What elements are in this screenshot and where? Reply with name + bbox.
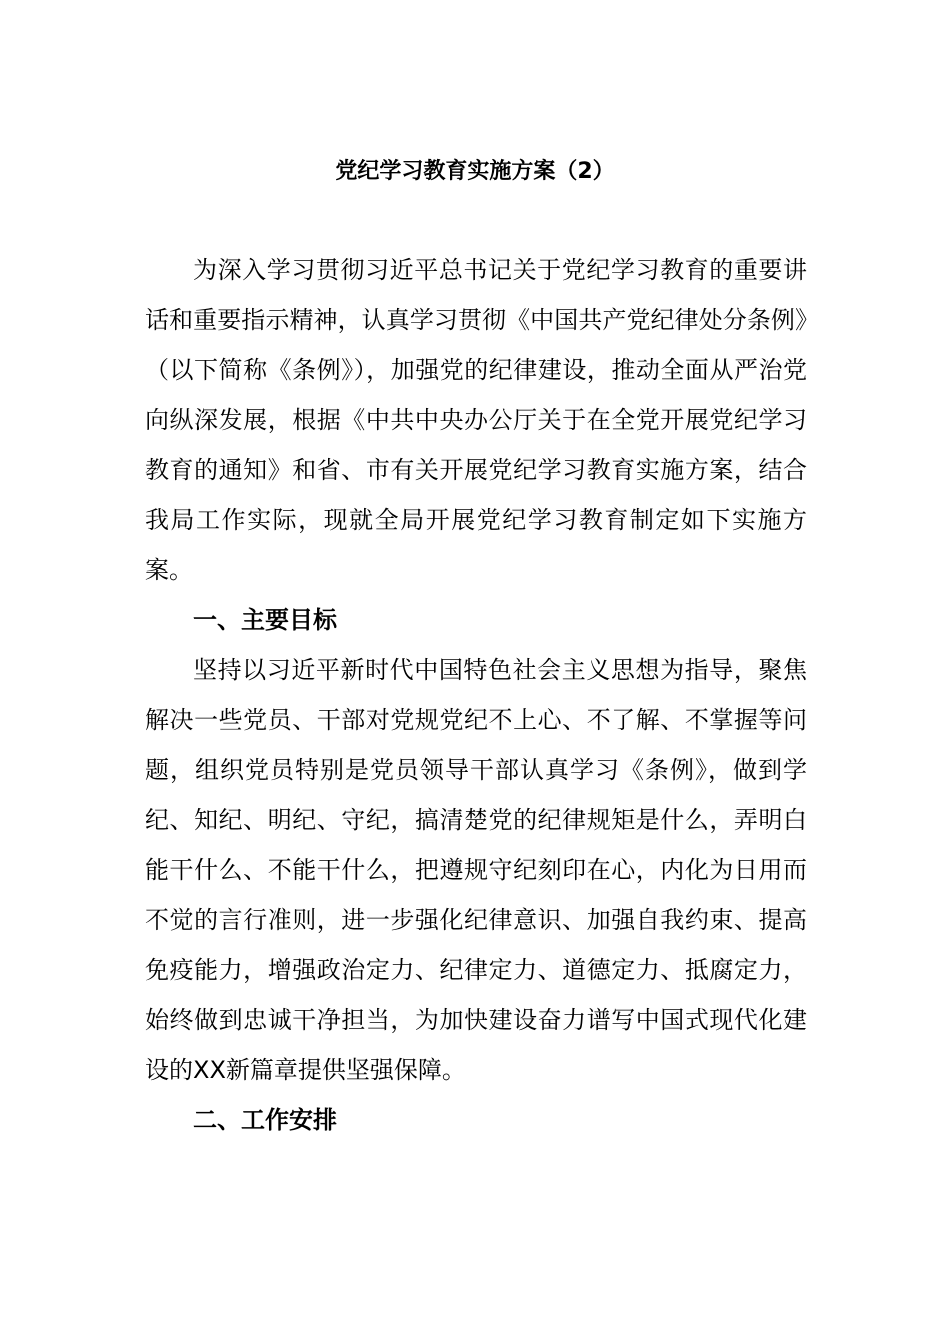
section-heading-work-arrangement: 二、工作安排 bbox=[193, 1106, 337, 1134]
intro-paragraph: 为深入学习贯彻习近平总书记关于党纪学习教育的重要讲话和重要指示精神，认真学习贯彻《中国共产党纪律处分条例》（以下简称《条例》），加强党的纪律建设，推动全面从严治党向纵深发展，根据《中共中央办公厅关于在全党开展党纪学习教育的通知》和省、市有关开展党纪学习教育实施方案，结合我局工作实际，现就全局开展党纪学习教育制定如下实施方案。 bbox=[145, 256, 807, 584]
main-goals-paragraph: 坚持以习近平新时代中国特色社会主义思想为指导，聚焦解决一些党员、干部对党规党纪不上心、不了解、不掌握等问题，组织党员特别是党员领导干部认真学习《条例》，做到学纪、知纪、明纪、守纪，搞清楚党的纪律规矩是什么，弄明白能干什么、不能干什么，把遵规守纪刻印在心，内化为日用而不觉的言行准则，进一步强化纪律意识、加强自我约束、提高免疫能力，增强政治定力、纪律定力、道德定力、抵腐定力，始终做到忠诚干净担当，为加快建设奋力谱写中国式现代化建设的XX新篇章提供坚强保障。 bbox=[145, 656, 807, 1084]
document-title: 党纪学习教育实施方案（2） bbox=[335, 159, 615, 184]
document-body bbox=[145, 245, 807, 1145]
section-heading-main-goals: 一、主要目标 bbox=[193, 606, 337, 634]
